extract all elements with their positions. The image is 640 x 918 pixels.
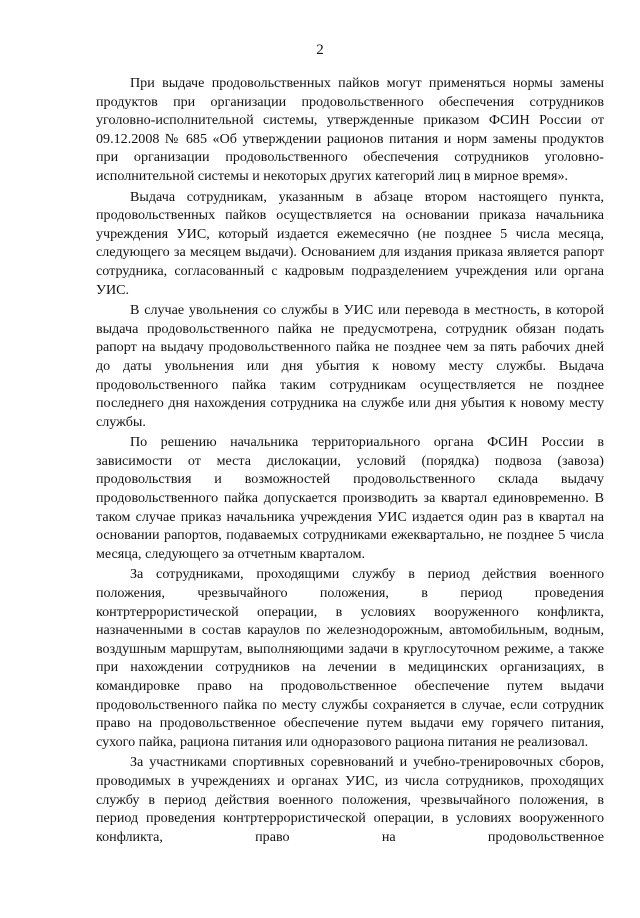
paragraph-sports-participants: За участниками спортивных соревнований и учебно-тренировочных сборов, проводимых в учреждениях и органах УИС, из числа сотрудников, проходящих службу в период действия военного положения, чрезвычайного положения, в период проведения контртеррористической операции, в условиях вооруженного конфликта, право на продовольственное [96, 754, 604, 845]
paragraph-monthly-order: Выдача сотрудникам, указанным в абзаце втором настоящего пункта, продовольственных пайков осуществляется на основании приказа начальника учреждения УИС, который издается ежемесячно (не позднее 5 числа месяца, следующего за месяцем выдачи). Основанием для издания приказа является рапорт сотрудника, согласованный с кадровым подразделением учреждения или органа УИС. [96, 188, 604, 298]
paragraph-dismissal-or-transfer: В случае увольнения со службы в УИС или перевода в местность, в которой выдача продовольственного пайка не предусмотрена, сотрудник обязан подать рапорт на выдачу продовольственного пайка не позднее чем за пять рабочих дней до даты увольнения или дня убытия к новому месту службы. Выдача продовольственного пайка таким сотрудникам осуществляется не позднее последнего дня нахождения сотрудника на службе или дня убытия к новому месту службы. [96, 302, 604, 430]
paragraph-quarterly-issue: По решению начальника территориального органа ФСИН России в зависимости от места дислокации, условий (порядка) подвоза (завоза) продовольствия и возможностей продовольственного склада выдачу продовольственного пайка допускается производить за квартал единовременно. В таком случае приказ начальника учреждения УИС издается один раз в квартал на основании рапортов, подаваемых сотрудниками ежеквартально, не позднее 5 числа месяца, следующего за отчетным кварталом. [96, 434, 604, 562]
page-number: 2 [316, 42, 324, 58]
document-body [96, 74, 604, 848]
paragraph-food-ration-replacement-norms: При выдаче продовольственных пайков могут применяться нормы замены продуктов при организации продовольственного обеспечения сотрудников уголовно-исполнительной системы, утвержденные приказом ФСИН России от 09.12.2008 № 685 «Об утверждении рационов питания и норм замены продуктов при организации продовольственного обеспечения сотрудников уголовно-исполнительной системы и некоторых других категорий лиц в мирное время». [96, 75, 604, 184]
paragraph-special-conditions: За сотрудниками, проходящими службу в период действия военного положения, чрезвычайного положения, в период проведения контртеррористической операции, в условиях вооруженного конфликта, назначенными в состав караулов по железнодорожным, автомобильным, водным, воздушным маршрутам, выполняющими задачи в круглосуточном режиме, а также при нахождении сотрудников на лечении в медицинских организациях, в командировке право на продовольственное обеспечение путем выдачи продовольственного пайка по месту службы сохраняется в случае, если сотрудник право на продовольственное обеспечение путем выдачи ему горячего питания, сухого пайка, рациона питания или одноразового рациона питания не реализовал. [96, 566, 604, 750]
